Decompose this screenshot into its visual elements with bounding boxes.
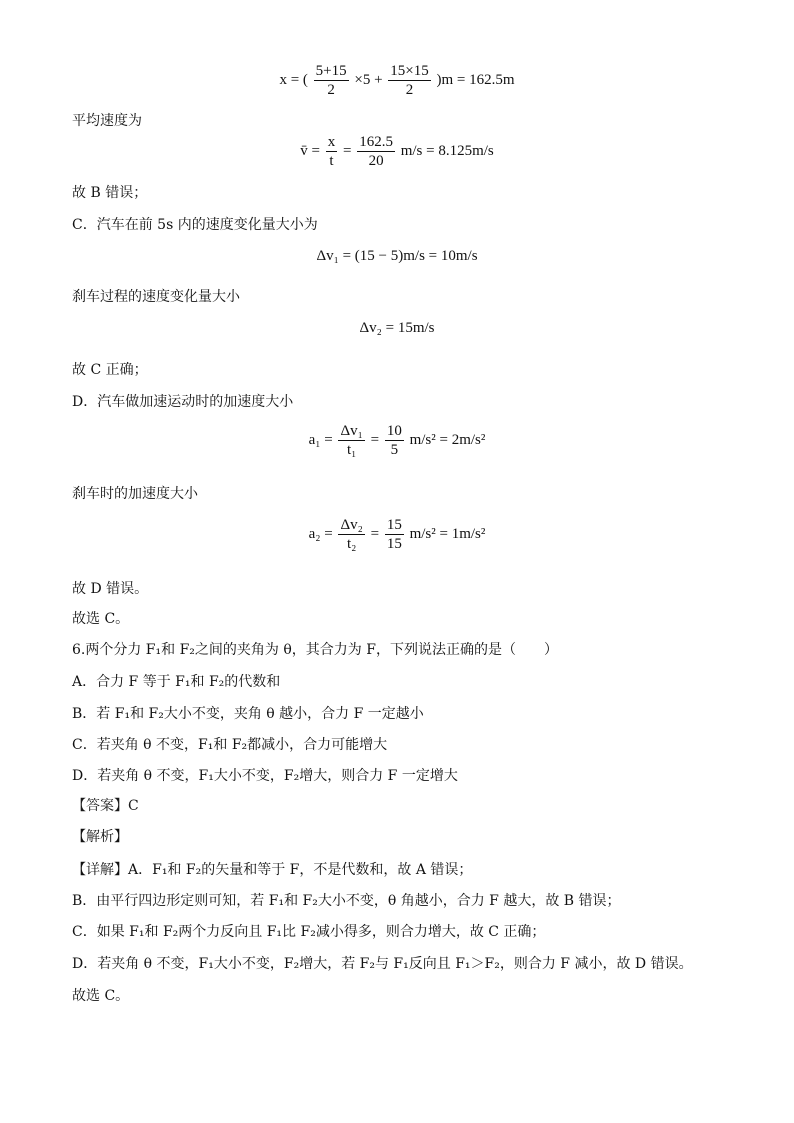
option-b: B．若 F₁和 F₂大小不变，夹角 θ 越小，合力 F 一定越小: [72, 706, 424, 722]
equation-a1: [0, 422, 794, 459]
text-line: 故 D 错误。: [72, 581, 149, 597]
numerator: 15×15: [390, 63, 429, 79]
eq-text: =: [370, 431, 380, 448]
final-choice: 故选 C。: [72, 988, 130, 1004]
numerator: x: [327, 134, 336, 150]
text-line: 故 B 错误；: [72, 185, 148, 201]
text-line: 平均速度为: [72, 113, 142, 129]
text-line: C．汽车在前 5s 内的速度变化量大小为: [72, 217, 318, 233]
denominator: 2: [327, 82, 335, 98]
fraction: [357, 133, 395, 170]
option-d: D．若夹角 θ 不变，F₁大小不变，F₂增大，则合力 F 一定增大: [72, 768, 458, 784]
option-a: A．合力 F 等于 F₁和 F₂的代数和: [72, 674, 281, 690]
numerator: 162.5: [359, 134, 393, 150]
denominator: 15: [386, 536, 402, 552]
detail-c: C．如果 F₁和 F₂两个力反向且 F₁比 F₂减小得多，则合力增大，故 C 正确；: [72, 924, 546, 940]
fraction: [338, 516, 364, 553]
detail-d: D．若夹角 θ 不变，F₁大小不变，F₂增大，若 F₂与 F₁反向且 F₁＞F₂，则合力 F 减小，故 D 错误。: [72, 956, 693, 972]
eq-text: m/s = 8.125m/s: [400, 142, 494, 159]
equation-displacement: [0, 62, 794, 99]
equation-a2: [0, 516, 794, 553]
numerator: Δv₁: [340, 423, 363, 439]
text-line: 故 C 正确；: [72, 362, 148, 378]
denominator: 5: [390, 442, 399, 458]
numerator: Δv₂: [340, 517, 363, 533]
text-line: D．汽车做加速运动时的加速度大小: [72, 394, 294, 410]
equation-dv1: Δv₁ = (15 − 5)m/s = 10m/s: [316, 248, 478, 264]
answer: 【答案】C: [72, 798, 139, 814]
detail-a: 【详解】A．F₁和 F₂的矢量和等于 F，不是代数和，故 A 错误；: [72, 862, 473, 878]
fraction: [326, 133, 338, 170]
numerator: 15: [386, 517, 402, 533]
fraction: [338, 422, 364, 459]
eq-text: =: [370, 525, 380, 542]
eq-text: m/s² = 2m/s²: [409, 431, 486, 448]
analysis-heading: 【解析】: [72, 829, 128, 845]
option-c: C．若夹角 θ 不变，F₁和 F₂都减小，合力可能增大: [72, 737, 388, 753]
denominator: t₂: [346, 536, 357, 552]
denominator: 20: [368, 153, 384, 169]
eq-text: ×5 +: [354, 71, 383, 88]
text-line: 故选 C。: [72, 611, 130, 627]
fraction: [385, 516, 404, 553]
eq-text: a₁ =: [308, 431, 333, 448]
numerator: 5+15: [315, 63, 347, 79]
eq-text: v̄ =: [300, 142, 320, 159]
denominator: 2: [405, 82, 414, 98]
fraction: [385, 422, 404, 459]
text-line: 刹车过程的速度变化量大小: [72, 289, 240, 305]
fraction: [314, 62, 349, 99]
equation-dv2: Δv₂ = 15m/s: [359, 320, 435, 336]
eq-text: )m = 162.5m: [436, 71, 515, 88]
denominator: t: [329, 153, 334, 169]
equation-average-speed: [0, 133, 794, 170]
fraction: [388, 62, 430, 99]
eq-text: x = (: [279, 71, 308, 88]
numerator: 10: [386, 423, 402, 439]
eq-text: =: [342, 142, 352, 159]
question-6: 6.两个分力 F₁和 F₂之间的夹角为 θ，其合力为 F，下列说法正确的是（ ）: [72, 642, 558, 658]
eq-text: m/s² = 1m/s²: [409, 525, 486, 542]
detail-b: B．由平行四边形定则可知，若 F₁和 F₂大小不变，θ 角越小，合力 F 越大，故 B 错误；: [72, 893, 621, 909]
denominator: t₁: [346, 442, 357, 458]
eq-text: a₂ =: [308, 525, 333, 542]
text-line: 刹车时的加速度大小: [72, 486, 198, 502]
